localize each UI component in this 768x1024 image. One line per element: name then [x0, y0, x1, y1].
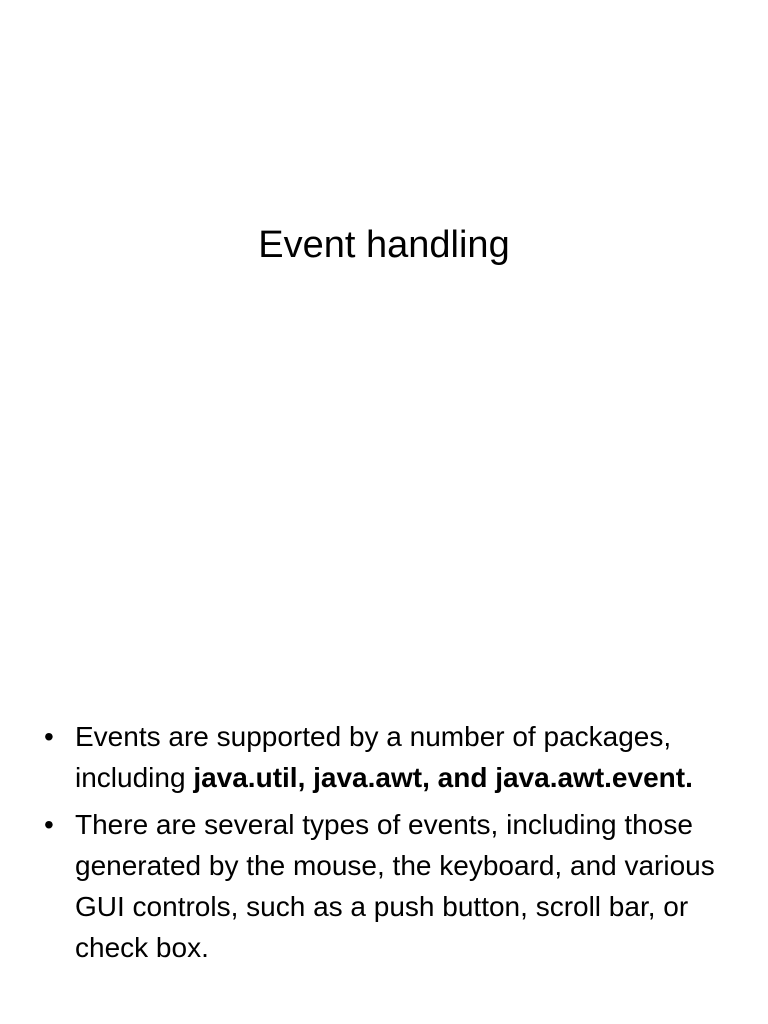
bullet-text: There are several types of events, including those generated by the mouse, the keyboard, and various GUI controls, such as a push button, scroll bar, or check box. [75, 809, 715, 963]
bullet-item [44, 804, 734, 968]
bullet-marker: • [44, 721, 54, 752]
bullet-text: Events are supported by a number of packages, including [75, 721, 672, 793]
slide-title: Event handling [258, 224, 510, 266]
bullet-list [44, 716, 734, 974]
bullet-text-bold: java.util, java.awt, and java.awt.event. [193, 762, 693, 793]
bullet-item [44, 716, 734, 798]
bullet-marker: • [44, 809, 54, 840]
